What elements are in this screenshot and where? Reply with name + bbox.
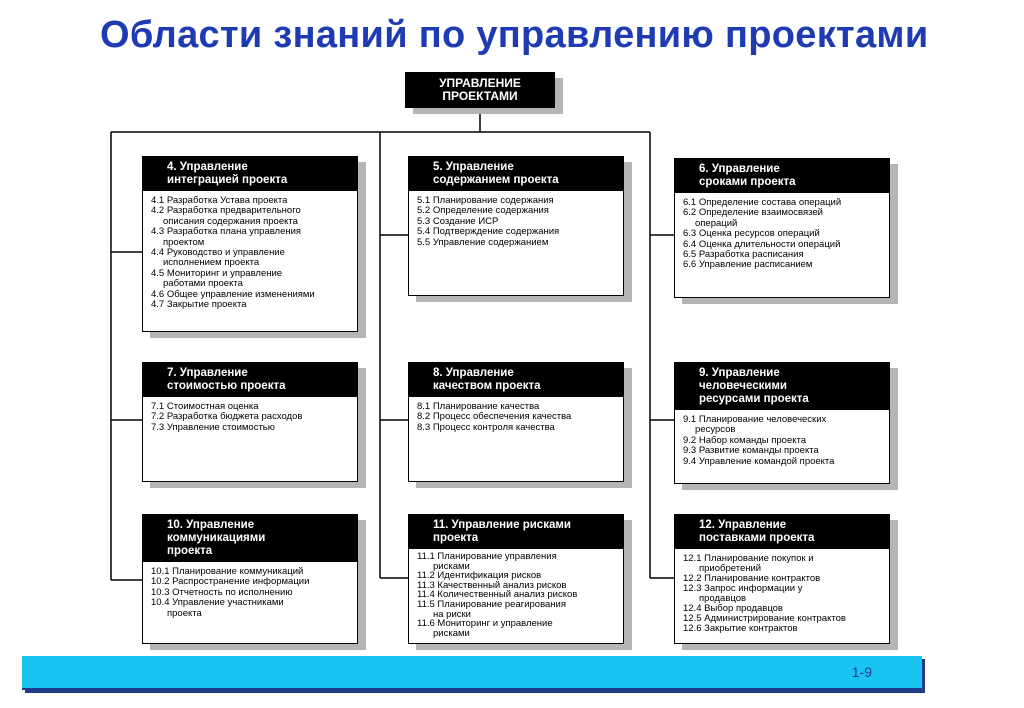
area-item: 8.1 Планирование качества xyxy=(417,401,540,412)
area-items xyxy=(675,410,889,471)
area-item: 6.3 Оценка ресурсов операций xyxy=(683,228,820,240)
area-item: 6.1 Определение состава операций xyxy=(683,197,842,208)
area-item: 5.5 Управление содержанием xyxy=(417,236,549,248)
area-time xyxy=(674,158,890,298)
area-item: приобретений xyxy=(699,563,762,574)
area-item: 6.6 Управление расписанием xyxy=(683,259,813,271)
area-items xyxy=(143,562,357,623)
area-title: 8. Управление качеством проекта xyxy=(409,363,623,397)
area-integration xyxy=(142,156,358,332)
area-item: 5.3 Создание ИСР xyxy=(417,215,499,227)
area-title: 4. Управление интеграцией проекта xyxy=(143,157,357,191)
area-item: 5.2 Определение содержания xyxy=(417,205,549,217)
area-item: 7.1 Стоимостная оценка xyxy=(151,401,259,412)
area-item: 4.1 Разработка Устава проекта xyxy=(151,195,288,206)
area-item: 5.4 Подтверждение содержания xyxy=(417,226,560,238)
area-item: 10.2 Распространение информации xyxy=(151,576,310,588)
area-item: 6.2 Определение взаимосвязей xyxy=(683,207,823,219)
area-item: 11.2 Идентификация рисков xyxy=(417,570,542,582)
root-node xyxy=(405,72,555,108)
footer-bar xyxy=(22,656,922,690)
area-item: 5.1 Планирование содержания xyxy=(417,195,554,206)
area-item: описания содержания проекта xyxy=(163,215,298,227)
area-item: 7.3 Управление стоимостью xyxy=(151,421,275,433)
area-item: 10.1 Планирование коммуникаций xyxy=(151,566,304,577)
area-item: 12.4 Выбор продавцов xyxy=(683,603,783,614)
area-items xyxy=(143,191,357,314)
area-item: 4.5 Мониторинг и управление xyxy=(151,267,283,279)
root-line-2: ПРОЕКТАМИ xyxy=(442,89,518,103)
area-title: 5. Управление содержанием проекта xyxy=(409,157,623,191)
area-item: 12.6 Закрытие контрактов xyxy=(683,623,798,634)
area-item: 11.1 Планирование управления xyxy=(417,551,557,562)
area-item: 9.4 Управление командой проекта xyxy=(683,455,835,467)
area-item: работами проекта xyxy=(163,278,243,290)
root-line-1: УПРАВЛЕНИЕ xyxy=(439,76,521,90)
area-title: 12. Управление поставками проекта xyxy=(675,515,889,549)
area-communications xyxy=(142,514,358,644)
slide-title: Области знаний по управлению проектами xyxy=(100,14,929,56)
area-item: 10.4 Управление участниками xyxy=(151,597,284,609)
area-item: 9.3 Развитие команды проекта xyxy=(683,445,819,457)
area-procurement xyxy=(674,514,890,644)
area-item: 8.2 Процесс обеспечения качества xyxy=(417,411,572,423)
area-item: продавцов xyxy=(699,593,747,604)
area-title: 11. Управление рисками проекта xyxy=(409,515,623,549)
area-items xyxy=(143,397,357,437)
area-quality xyxy=(408,362,624,482)
area-item: 4.3 Разработка плана управления xyxy=(151,226,302,238)
area-item: 4.6 Общее управление изменениями xyxy=(151,288,315,300)
area-item: проекта xyxy=(167,607,202,619)
area-item: 8.3 Процесс контроля качества xyxy=(417,421,555,433)
area-cost xyxy=(142,362,358,482)
area-risk xyxy=(408,514,624,644)
area-items xyxy=(675,193,889,275)
area-item: рисками xyxy=(433,560,470,572)
area-item: 12.3 Запрос информации у xyxy=(683,583,803,594)
area-item: 7.2 Разработка бюджета расходов xyxy=(151,411,303,423)
area-item: 11.5 Планирование реагирования xyxy=(417,598,567,610)
area-item: 12.2 Планирование контрактов xyxy=(683,573,821,584)
area-scope xyxy=(408,156,624,296)
area-items xyxy=(409,397,623,437)
area-items xyxy=(409,191,623,252)
area-items xyxy=(675,549,889,638)
area-item: 6.5 Разработка расписания xyxy=(683,249,804,261)
area-item: исполнением проекта xyxy=(163,257,260,269)
area-title: 6. Управление сроками проекта xyxy=(675,159,889,193)
area-item: 10.3 Отчетность по исполнению xyxy=(151,586,293,598)
area-item: 12.5 Администрирование контрактов xyxy=(683,613,846,624)
area-item: 12.1 Планирование покупок и xyxy=(683,553,814,564)
area-human-resources xyxy=(674,362,890,484)
area-item: проектом xyxy=(163,236,205,248)
area-title: 7. Управление стоимостью проекта xyxy=(143,363,357,397)
area-item: 11.3 Качественный анализ рисков xyxy=(417,579,567,591)
page-number: 1-9 xyxy=(851,664,872,680)
area-items xyxy=(409,549,623,642)
area-item: 4.2 Разработка предварительного xyxy=(151,205,301,217)
area-item: 9.2 Набор команды проекта xyxy=(683,434,807,446)
area-item: операций xyxy=(695,217,738,229)
area-item: 6.4 Оценка длительности операций xyxy=(683,238,841,250)
area-title: 9. Управление человеческими ресурсами проекта xyxy=(675,363,889,410)
area-item: на риски xyxy=(433,608,471,620)
area-title: 10. Управление коммуникациями проекта xyxy=(143,515,357,562)
area-item: 4.7 Закрытие проекта xyxy=(151,299,247,311)
area-item: 11.4 Количественный анализ рисков xyxy=(417,589,578,601)
area-item: ресурсов xyxy=(695,424,736,436)
area-item: рисками xyxy=(433,627,470,639)
area-item: 11.6 Мониторинг и управление xyxy=(417,618,553,630)
area-item: 9.1 Планирование человеческих xyxy=(683,414,827,425)
area-item: 4.4 Руководство и управление xyxy=(151,247,285,259)
